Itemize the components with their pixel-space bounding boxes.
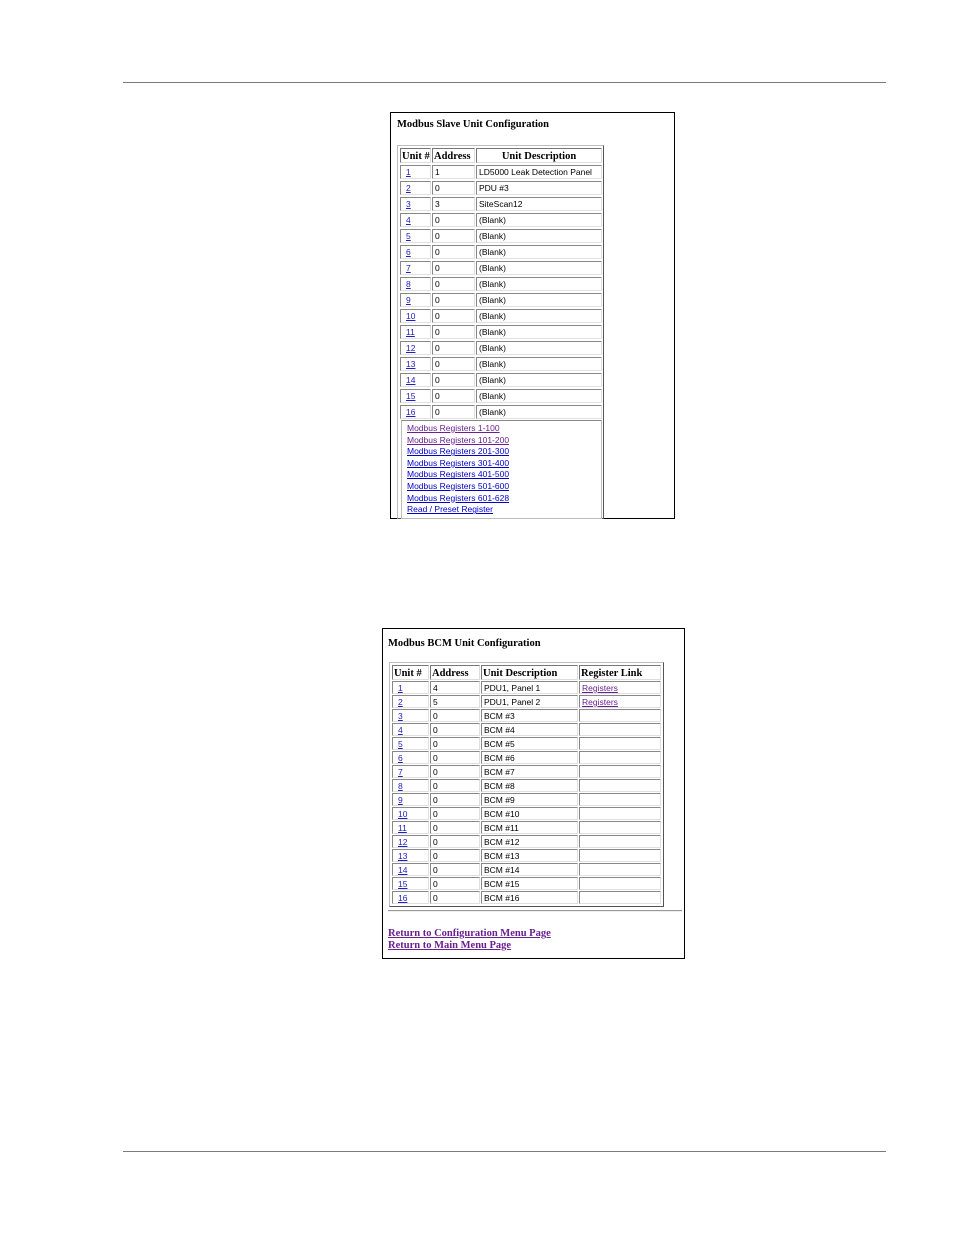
bcm-unit-table <box>389 662 664 907</box>
bcm-cell-register-link <box>579 723 661 736</box>
bcm-unit-link[interactable]: 6 <box>398 753 403 763</box>
slave-cell-address: 3 <box>432 197 475 211</box>
bcm-cell-address: 0 <box>430 765 480 778</box>
bcm-cell-description: PDU1, Panel 2 <box>481 695 578 708</box>
bcm-cell-description: BCM #10 <box>481 807 578 820</box>
slave-cell-description: (Blank) <box>476 245 602 259</box>
slave-cell-address: 0 <box>432 309 475 323</box>
bcm-cell-address: 0 <box>430 891 480 904</box>
bcm-cell-description: BCM #4 <box>481 723 578 736</box>
bcm-cell-unit <box>392 835 429 848</box>
bcm-cell-unit <box>392 765 429 778</box>
slave-cell-address: 0 <box>432 325 475 339</box>
bcm-unit-link[interactable]: 5 <box>398 739 403 749</box>
bcm-cell-address: 0 <box>430 723 480 736</box>
bcm-cell-description: BCM #7 <box>481 765 578 778</box>
slave-unit-link[interactable]: 15 <box>406 391 416 401</box>
bcm-cell-description: BCM #16 <box>481 891 578 904</box>
bcm-cell-register-link <box>579 807 661 820</box>
bcm-header-description: Unit Description <box>481 665 578 680</box>
slave-cell-description: (Blank) <box>476 261 602 275</box>
slave-unit-link[interactable]: 14 <box>406 375 416 385</box>
register-links-box <box>401 420 602 519</box>
bcm-cell-unit <box>392 709 429 722</box>
bcm-cell-register-link <box>579 877 661 890</box>
slave-unit-link[interactable]: 1 <box>406 167 411 177</box>
bcm-cell-unit <box>392 793 429 806</box>
slave-cell-description: (Blank) <box>476 405 602 419</box>
slave-unit-link[interactable]: 16 <box>406 407 416 417</box>
slave-unit-link[interactable]: 5 <box>406 231 411 241</box>
modbus-bcm-panel <box>382 628 685 959</box>
bcm-cell-description: PDU1, Panel 1 <box>481 681 578 694</box>
slave-unit-link[interactable]: 4 <box>406 215 411 225</box>
slave-cell-unit <box>400 245 431 259</box>
bcm-cell-description: BCM #15 <box>481 877 578 890</box>
slave-unit-link[interactable]: 12 <box>406 343 416 353</box>
slave-cell-unit <box>400 293 431 307</box>
bcm-cell-description: BCM #5 <box>481 737 578 750</box>
slave-cell-unit <box>400 405 431 419</box>
slave-cell-address: 0 <box>432 213 475 227</box>
bcm-cell-description: BCM #9 <box>481 793 578 806</box>
bcm-separator <box>388 910 682 912</box>
bcm-cell-unit <box>392 849 429 862</box>
slave-cell-unit <box>400 373 431 387</box>
slave-cell-address: 1 <box>432 165 475 179</box>
return-config-menu-link[interactable]: Return to Configuration Menu Page <box>388 928 551 939</box>
modbus-register-link[interactable]: Read / Preset Register <box>407 504 493 515</box>
bcm-cell-register-link <box>579 709 661 722</box>
bcm-cell-unit <box>392 737 429 750</box>
bcm-cell-register-link <box>579 695 661 708</box>
bcm-unit-link[interactable]: 16 <box>398 893 408 903</box>
slave-cell-address: 0 <box>432 181 475 195</box>
slave-cell-description: (Blank) <box>476 293 602 307</box>
slave-unit-link[interactable]: 13 <box>406 359 416 369</box>
bcm-cell-unit <box>392 751 429 764</box>
bcm-cell-register-link <box>579 737 661 750</box>
bcm-cell-address: 0 <box>430 849 480 862</box>
bcm-unit-link[interactable]: 13 <box>398 851 408 861</box>
bcm-cell-address: 0 <box>430 779 480 792</box>
bcm-unit-link[interactable]: 8 <box>398 781 403 791</box>
bcm-cell-address: 4 <box>430 681 480 694</box>
slave-cell-address: 0 <box>432 341 475 355</box>
bcm-cell-address: 0 <box>430 793 480 806</box>
slave-unit-link[interactable]: 7 <box>406 263 411 273</box>
header-rule <box>123 82 886 83</box>
bcm-unit-link[interactable]: 10 <box>398 809 408 819</box>
slave-cell-unit <box>400 261 431 275</box>
slave-cell-address: 0 <box>432 357 475 371</box>
slave-cell-unit <box>400 309 431 323</box>
slave-cell-description: (Blank) <box>476 389 602 403</box>
bcm-header-register-link: Register Link <box>579 665 661 680</box>
footer-rule <box>123 1151 886 1152</box>
bcm-cell-address: 0 <box>430 737 480 750</box>
bcm-cell-description: BCM #12 <box>481 835 578 848</box>
slave-cell-description: (Blank) <box>476 229 602 243</box>
bcm-cell-address: 0 <box>430 821 480 834</box>
slave-unit-link[interactable]: 2 <box>406 183 411 193</box>
bcm-cell-description: BCM #11 <box>481 821 578 834</box>
slave-cell-address: 0 <box>432 261 475 275</box>
bcm-header-address: Address <box>430 665 480 680</box>
bcm-unit-link[interactable]: 15 <box>398 879 408 889</box>
bcm-cell-unit <box>392 695 429 708</box>
modbus-register-link[interactable]: Modbus Registers 101-200 <box>407 434 510 445</box>
modbus-register-link[interactable]: Modbus Registers 601-628 <box>407 492 510 503</box>
bcm-cell-unit <box>392 779 429 792</box>
slave-cell-address: 0 <box>432 277 475 291</box>
bcm-cell-register-link <box>579 681 661 694</box>
bcm-cell-register-link <box>579 863 661 876</box>
slave-panel-title: Modbus Slave Unit Configuration <box>397 119 549 130</box>
slave-unit-link[interactable]: 10 <box>406 311 416 321</box>
bcm-cell-unit <box>392 821 429 834</box>
bcm-cell-description: BCM #13 <box>481 849 578 862</box>
slave-cell-unit <box>400 341 431 355</box>
slave-cell-unit <box>400 389 431 403</box>
slave-unit-table <box>397 145 604 519</box>
modbus-register-link[interactable]: Modbus Registers 401-500 <box>407 469 510 480</box>
bcm-header-unit: Unit # <box>392 665 429 680</box>
bcm-unit-link[interactable]: 12 <box>398 837 408 847</box>
bcm-cell-address: 0 <box>430 835 480 848</box>
bcm-cell-description: BCM #14 <box>481 863 578 876</box>
slave-cell-unit <box>400 277 431 291</box>
slave-cell-unit <box>400 197 431 211</box>
slave-cell-description: (Blank) <box>476 357 602 371</box>
bcm-cell-unit <box>392 681 429 694</box>
slave-cell-unit <box>400 325 431 339</box>
bcm-cell-register-link <box>579 821 661 834</box>
bcm-registers-link[interactable]: Registers <box>582 683 618 693</box>
slave-cell-description: (Blank) <box>476 373 602 387</box>
bcm-panel-title: Modbus BCM Unit Configuration <box>388 638 541 649</box>
bcm-unit-link[interactable]: 2 <box>398 697 403 707</box>
bcm-unit-link[interactable]: 3 <box>398 711 403 721</box>
bcm-cell-address: 0 <box>430 709 480 722</box>
bcm-unit-link[interactable]: 4 <box>398 725 403 735</box>
slave-header-unit: Unit # <box>400 148 431 163</box>
slave-unit-link[interactable]: 6 <box>406 247 411 257</box>
bcm-cell-address: 0 <box>430 877 480 890</box>
bcm-cell-address: 5 <box>430 695 480 708</box>
bcm-cell-register-link <box>579 849 661 862</box>
bcm-cell-register-link <box>579 891 661 904</box>
bcm-cell-unit <box>392 891 429 904</box>
slave-cell-unit <box>400 165 431 179</box>
slave-unit-link[interactable]: 11 <box>406 327 415 337</box>
slave-header-address: Address <box>432 148 475 163</box>
bcm-cell-unit <box>392 877 429 890</box>
return-main-menu-link[interactable]: Return to Main Menu Page <box>388 940 512 951</box>
bcm-unit-link[interactable]: 14 <box>398 865 408 875</box>
slave-cell-description: (Blank) <box>476 309 602 323</box>
bcm-cell-unit <box>392 807 429 820</box>
bcm-unit-link[interactable]: 1 <box>398 683 403 693</box>
slave-cell-unit <box>400 181 431 195</box>
modbus-register-link[interactable]: Modbus Registers 301-400 <box>407 457 510 468</box>
slave-cell-description: (Blank) <box>476 213 602 227</box>
slave-cell-address: 0 <box>432 293 475 307</box>
bcm-cell-unit <box>392 863 429 876</box>
bcm-cell-address: 0 <box>430 863 480 876</box>
bcm-unit-link[interactable]: 9 <box>398 795 403 805</box>
bcm-cell-description: BCM #6 <box>481 751 578 764</box>
slave-cell-description: LD5000 Leak Detection Panel <box>476 165 602 179</box>
bcm-cell-address: 0 <box>430 807 480 820</box>
modbus-register-link[interactable]: Modbus Registers 1-100 <box>407 423 500 433</box>
bcm-cell-register-link <box>579 765 661 778</box>
modbus-register-link[interactable]: Modbus Registers 501-600 <box>407 481 510 491</box>
bcm-registers-link[interactable]: Registers <box>582 697 618 707</box>
slave-cell-address: 0 <box>432 229 475 243</box>
slave-cell-address: 0 <box>432 373 475 387</box>
bcm-cell-register-link <box>579 793 661 806</box>
slave-cell-description: PDU #3 <box>476 181 602 195</box>
slave-cell-unit <box>400 229 431 243</box>
slave-cell-unit <box>400 357 431 371</box>
bcm-cell-register-link <box>579 751 661 764</box>
slave-unit-link[interactable]: 8 <box>406 279 411 289</box>
slave-cell-description: (Blank) <box>476 325 602 339</box>
bcm-cell-register-link <box>579 779 661 792</box>
bcm-cell-address: 0 <box>430 751 480 764</box>
bcm-cell-register-link <box>579 835 661 848</box>
slave-cell-description: (Blank) <box>476 341 602 355</box>
slave-cell-address: 0 <box>432 245 475 259</box>
slave-cell-unit <box>400 213 431 227</box>
modbus-slave-panel <box>390 112 675 519</box>
bcm-cell-unit <box>392 723 429 736</box>
slave-cell-address: 0 <box>432 405 475 419</box>
bcm-cell-description: BCM #8 <box>481 779 578 792</box>
modbus-register-link[interactable]: Modbus Registers 201-300 <box>407 446 510 457</box>
slave-unit-link[interactable]: 9 <box>406 295 411 305</box>
slave-cell-description: (Blank) <box>476 277 602 291</box>
bcm-unit-link[interactable]: 11 <box>398 823 407 833</box>
slave-cell-address: 0 <box>432 389 475 403</box>
bcm-cell-description: BCM #3 <box>481 709 578 722</box>
slave-unit-link[interactable]: 3 <box>406 199 411 209</box>
bcm-unit-link[interactable]: 7 <box>398 767 403 777</box>
slave-cell-description: SiteScan12 <box>476 197 602 211</box>
slave-header-description: Unit Description <box>476 148 602 163</box>
